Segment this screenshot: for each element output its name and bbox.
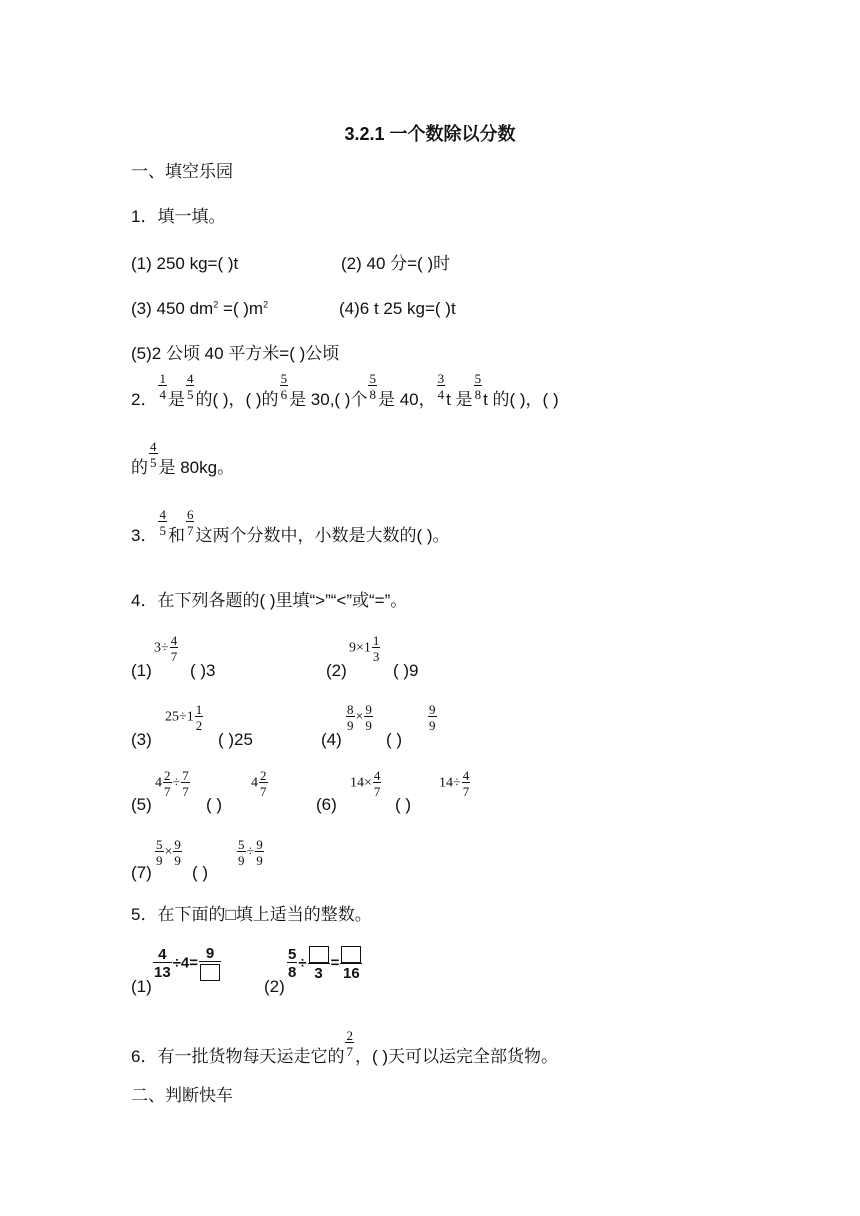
q4-expr-6: 14× $\frac{4}{7}$	[350, 768, 381, 799]
q4-rhs-4: $\frac{9}{9}$	[429, 702, 436, 733]
q3-text: 和	[167, 525, 185, 545]
q2-text: t 是	[446, 389, 473, 409]
fraction: $\frac{4}{5}$	[159, 507, 166, 538]
q5-label-2: (2)	[264, 977, 285, 996]
q4-label-2: (2)	[326, 661, 347, 680]
section-heading-2: 二、判断快车	[131, 1086, 233, 1105]
q1-item-4: (4)6 t 25 kg=( )t	[339, 299, 456, 318]
q1-heading: 1．填一填。	[131, 207, 226, 226]
fraction: $\frac{4}{5}$	[150, 439, 157, 470]
q6-text: ，( )天可以运完全部货物。	[354, 1046, 559, 1066]
q4-blank-6: ( )	[395, 795, 412, 814]
q6-line	[131, 1028, 559, 1072]
q2-text: 2．	[131, 389, 158, 409]
q4-blank-7: ( )	[192, 863, 209, 882]
q4-expr-3: 25÷1 $\frac{1}{2}$	[165, 702, 203, 733]
q4-label-7: (7)	[131, 863, 152, 882]
superscript: 2	[213, 299, 219, 310]
q4-expr-4: $\frac{8}{9}$ × $\frac{9}{9}$	[347, 702, 372, 733]
fraction: $\frac{1}{4}$	[159, 371, 166, 402]
q3-line	[131, 507, 450, 551]
q4-label-6: (6)	[316, 795, 337, 814]
q1-item-3-text-b: =( )m	[218, 299, 264, 318]
q2-line-1	[131, 371, 559, 415]
q4-expr-7: $\frac{5}{9}$ × $\frac{9}{9}$	[156, 837, 181, 868]
q2-text: 的( )，( )的	[195, 389, 279, 409]
q4-blank-4: ( )	[386, 730, 403, 749]
q1-item-2: (2) 40 分=( )时	[341, 254, 451, 273]
fraction: $\frac{5}{8}$	[369, 371, 376, 402]
q4-blank-3: ( )25	[218, 730, 253, 749]
q5-heading: 5．在下面的□填上适当的整数。	[131, 905, 372, 924]
q4-blank-1: ( )3	[190, 661, 216, 680]
q3-text: 3．	[131, 525, 158, 545]
fraction: $\frac{5}{8}$	[474, 371, 482, 402]
q5-label-1: (1)	[131, 977, 152, 996]
q1-item-1: (1) 250 kg=( )t	[131, 254, 239, 273]
q4-blank-2: ( )9	[393, 661, 419, 680]
page-title: 3.2.1 一个数除以分数	[344, 124, 516, 144]
q4-expr-2: 9×1 $\frac{1}{3}$	[349, 633, 380, 664]
q4-label-1: (1)	[131, 661, 152, 680]
q3-text: 这两个分数中，小数是大数的( )。	[195, 525, 450, 545]
q2-text: 的	[131, 457, 148, 477]
q4-rhs-7: $\frac{5}{9}$ ÷ $\frac{9}{9}$	[238, 837, 263, 868]
q4-blank-5: ( )	[206, 795, 223, 814]
q2-text: t 的( )，( )	[483, 389, 559, 409]
q4-label-3: (3)	[131, 730, 152, 749]
fraction: $\frac{4}{5}$	[186, 371, 194, 402]
q2-line-2	[131, 439, 235, 483]
q1-item-5: (5)2 公顷 40 平方米=( )公顷	[131, 344, 340, 363]
answer-box[interactable]	[309, 946, 329, 963]
fraction: $\frac{2}{7}$	[346, 1028, 353, 1059]
q1-item-3-text: (3) 450 dm	[131, 299, 214, 318]
q1-item-3	[131, 300, 268, 317]
superscript: 2	[263, 299, 269, 310]
q4-heading: 4．在下列各题的( )里填“>”“<”或“=”。	[131, 591, 408, 610]
fraction: $\frac{6}{7}$	[186, 507, 194, 538]
section-heading-1: 一、填空乐园	[131, 162, 233, 181]
q6-text: 6．有一批货物每天运走它的	[131, 1046, 345, 1066]
q2-text: 是 40，	[377, 389, 436, 409]
q4-rhs-5: 4 $\frac{2}{7}$	[251, 768, 267, 799]
q4-expr-5: 4 $\frac{2}{7}$ ÷ $\frac{7}{7}$	[155, 768, 189, 799]
q4-label-5: (5)	[131, 795, 152, 814]
answer-box[interactable]	[341, 946, 361, 963]
q5-expr-1: $\frac{4}{13}$ ÷4= 9	[152, 946, 222, 981]
fraction: $\frac{3}{4}$	[437, 371, 445, 402]
q4-expr-1: 3÷ $\frac{4}{7}$	[154, 633, 178, 664]
q2-text: 是 80kg。	[158, 457, 235, 477]
q4-label-4: (4)	[321, 730, 342, 749]
answer-box[interactable]	[200, 964, 220, 981]
q2-text: 是 30,( )个	[289, 389, 368, 409]
q5-expr-2: $\frac{5}{8}$ ÷ 3 = 16	[286, 946, 363, 981]
fraction: $\frac{5}{6}$	[280, 371, 288, 402]
q2-text: 是	[167, 389, 185, 409]
q4-rhs-6: 14÷ $\frac{4}{7}$	[439, 768, 470, 799]
